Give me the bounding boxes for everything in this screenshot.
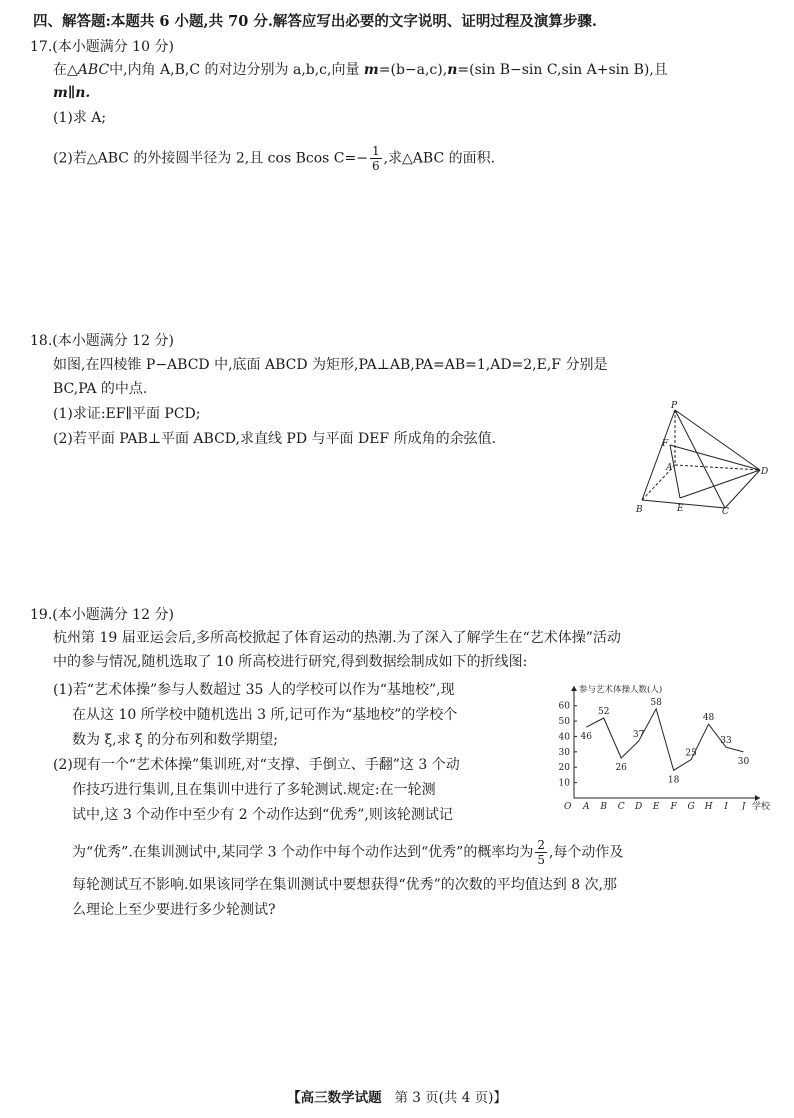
x-tick-label: F bbox=[670, 802, 677, 810]
label-f: F bbox=[662, 439, 669, 449]
q17-line2: m∥n. bbox=[53, 85, 91, 101]
x-tick-label: A bbox=[582, 802, 590, 810]
q19-p2-line2: 作技巧进行集训,且在集训中进行了多轮测试.规定:在一轮测 bbox=[72, 782, 436, 798]
q19-p2-line6: 么理论上至少要进行多少轮测试? bbox=[72, 902, 276, 918]
data-label: 46 bbox=[580, 732, 592, 743]
label-e: E bbox=[677, 504, 684, 514]
data-label: 37 bbox=[632, 730, 645, 741]
segment-ed bbox=[680, 470, 760, 498]
q17-fraction: $\frac{1}{6}$ bbox=[371, 144, 380, 173]
data-label: 33 bbox=[720, 736, 732, 747]
x-axis-arrow bbox=[755, 795, 760, 801]
label-p: P bbox=[671, 401, 678, 411]
pyramid-figure bbox=[630, 400, 770, 515]
line-chart bbox=[552, 680, 774, 810]
data-label: 30 bbox=[737, 756, 750, 767]
label-c: C bbox=[722, 507, 729, 515]
x-axis-label: 学校 bbox=[752, 802, 771, 810]
q17-part1: (1)求 A; bbox=[53, 110, 107, 126]
x-tick-label: G bbox=[687, 802, 695, 810]
x-tick-label: C bbox=[617, 802, 625, 810]
q19-p1-line2: 在从这 10 所学校中随机选出 3 所,记可作为“基地校”的学校个 bbox=[72, 707, 458, 723]
y-axis-label: 参与艺术体操人数(人) bbox=[579, 685, 663, 695]
x-tick-label: J bbox=[741, 802, 746, 810]
q19-line1: 杭州第 19 届亚运会后,多所高校掀起了体育运动的热潮.为了深入了解学生在“艺术体操”活动 bbox=[53, 630, 621, 646]
page-footer: 【高三数学试题 第 3 页(共 4 页)】 bbox=[287, 1090, 507, 1106]
q19-p2-line1: (2)现有一个“艺术体操”集训班,对“支撑、手倒立、手翻”这 3 个动 bbox=[53, 757, 460, 773]
data-label: 52 bbox=[597, 707, 610, 717]
q18-line1: 如图,在四棱锥 P−ABCD 中,底面 ABCD 为矩形,PA⊥AB,PA=AB=1,AD=2,E,F 分别是 bbox=[53, 357, 608, 373]
x-tick-label: E bbox=[652, 802, 660, 810]
q19-p2-line5: 每轮测试互不影响.如果该同学在集训测试中要想获得“优秀”的次数的平均值达到 8 次,那 bbox=[72, 877, 618, 893]
data-label: 25 bbox=[685, 748, 697, 759]
q19-p2-line4: 为“优秀”.在集训测试中,某同学 3 个动作中每个动作达到“优秀”的概率均为 $\frac{2}{5}$ ,每个动作及 bbox=[72, 838, 624, 867]
edge-pc bbox=[675, 410, 725, 508]
label-a: A bbox=[666, 463, 673, 473]
segment-fd bbox=[670, 445, 760, 470]
y-tick-label: 40 bbox=[558, 732, 570, 743]
edge-pd bbox=[675, 410, 760, 470]
q18-part2: (2)若平面 PAB⊥平面 ABCD,求直线 PD 与平面 DEF 所成角的余弦值. bbox=[53, 431, 497, 447]
y-tick-label: 50 bbox=[558, 717, 570, 728]
x-tick-label: B bbox=[600, 802, 608, 810]
q19-p1-line3: 数为 ξ,求 ξ 的分布列和数学期望; bbox=[72, 732, 278, 748]
y-tick-label: 10 bbox=[558, 778, 570, 789]
q17-header: 17.(本小题满分 10 分) bbox=[30, 39, 174, 55]
q19-line2: 中的参与情况,随机选取了 10 所高校进行研究,得到数据绘制成如下的折线图: bbox=[53, 654, 528, 670]
y-tick-label: 60 bbox=[558, 701, 570, 712]
data-label: 58 bbox=[650, 697, 662, 708]
q17-line1: 在△ABC中,内角 A,B,C 的对边分别为 a,b,c,向量 m=(b−a,c),n=(sin B−sin C,sin A+sin B),且 bbox=[53, 62, 668, 78]
edge-pb bbox=[642, 410, 675, 500]
data-label: 26 bbox=[615, 763, 627, 773]
y-tick-label: 20 bbox=[558, 763, 570, 774]
section-title: 四、解答题:本题共 6 小题,共 70 分.解答应写出必要的文字说明、证明过程及演算步骤. bbox=[33, 13, 597, 30]
data-label: 18 bbox=[667, 775, 680, 786]
q19-header: 19.(本小题满分 12 分) bbox=[30, 607, 174, 623]
data-label: 48 bbox=[702, 713, 715, 724]
q18-part1: (1)求证:EF∥平面 PCD; bbox=[53, 406, 201, 422]
y-axis-arrow bbox=[571, 686, 577, 691]
x-tick-label: D bbox=[635, 802, 643, 810]
q19-p1-line1: (1)若“艺术体操”参与人数超过 35 人的学校可以作为“基地校”,现 bbox=[53, 682, 455, 698]
q19-p2-line3: 试中,这 3 个动作中至少有 2 个动作达到“优秀”,则该轮测试记 bbox=[72, 807, 453, 823]
x-tick-label: I bbox=[724, 802, 728, 810]
q17-part2: (2)若△ABC 的外接圆半径为 2,且 cos Bcos C=− $\frac{1}{6}$ ,求△ABC 的面积. bbox=[53, 144, 496, 173]
edge-ad bbox=[675, 465, 760, 470]
x-tick-label: H bbox=[704, 802, 713, 810]
origin-label: O bbox=[564, 802, 572, 810]
q19-fraction: $\frac{2}{5}$ bbox=[537, 838, 545, 867]
y-tick-label: 30 bbox=[558, 747, 570, 758]
q18-line2: BC,PA 的中点. bbox=[53, 381, 148, 397]
q18-header: 18.(本小题满分 12 分) bbox=[30, 333, 174, 349]
label-d: D bbox=[761, 467, 769, 477]
label-b: B bbox=[636, 505, 643, 515]
